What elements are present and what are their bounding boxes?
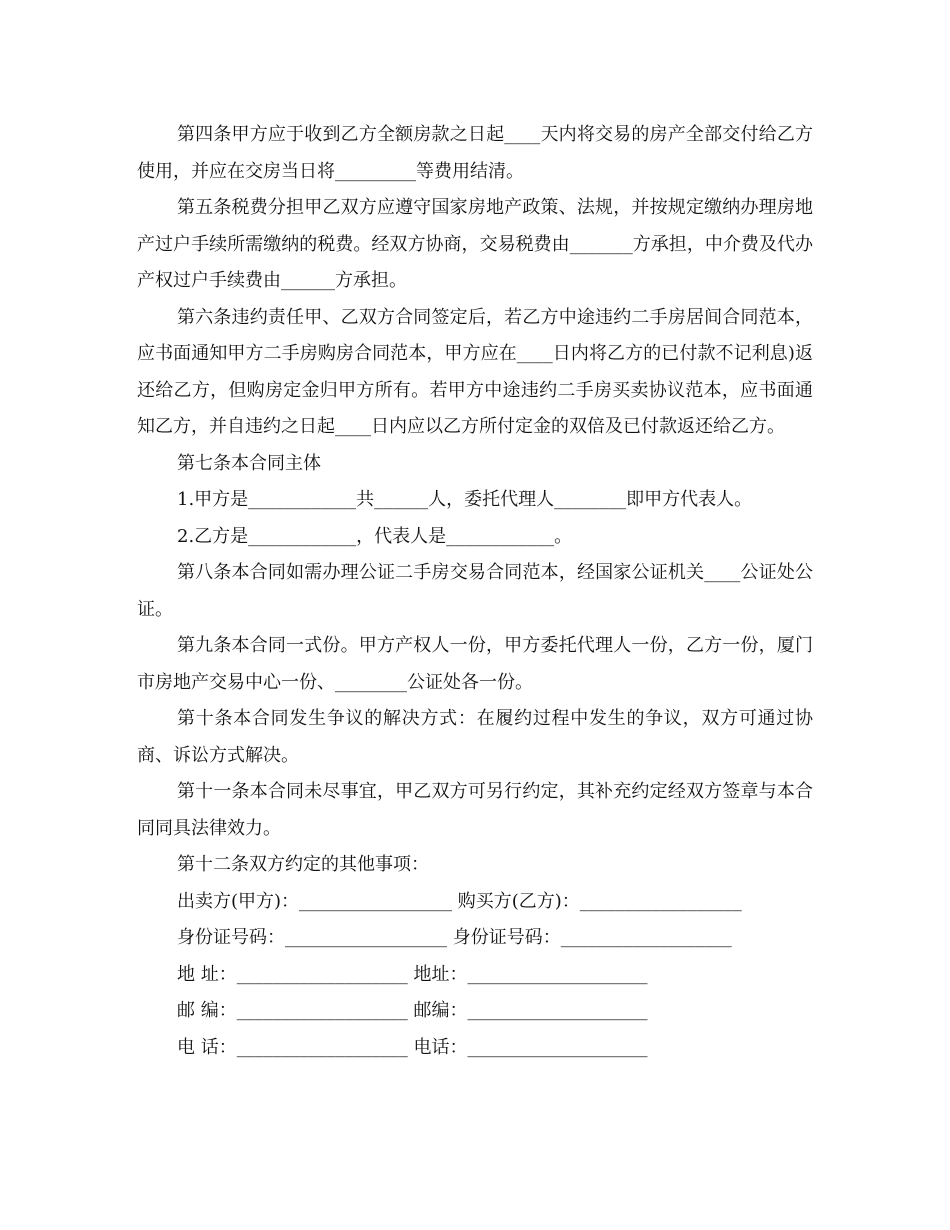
article-6-paragraph: 第六条违约责任甲、乙双方合同签定后，若乙方中途违约二手房居间合同范本，应书面通知甲方二手房购房合同范本，甲方应在____日内将乙方的已付款不记利息)返还给乙方，但购房定金归甲方所有。若甲方中途违约二手房买卖协议范本，应书面通知乙方，并自违约之日起____日内应以乙方所付定金的双倍及已付款返还给乙方。 bbox=[137, 306, 813, 437]
party-a-line: 1.甲方是____________共______人，委托代理人________即甲方代表人。 bbox=[177, 489, 753, 510]
article-4-paragraph: 第四条甲方应于收到乙方全额房款之日起____天内将交易的房产全部交付给乙方使用，并应在交房当日将_________等费用结清。 bbox=[137, 124, 813, 182]
address-line: 地 址：___________________ 地址：____________________ bbox=[177, 963, 648, 985]
article-8-paragraph: 第八条本合同如需办理公证二手房交易合同范本，经国家公证机关____公证处公证。 bbox=[137, 562, 813, 620]
article-9-paragraph: 第九条本合同一式份。甲方产权人一份，甲方委托代理人一份，乙方一份，厦门市房地产交易中心一份、________公证处各一份。 bbox=[137, 635, 813, 693]
phone-line: 电 话：___________________ 电话：____________________ bbox=[177, 1036, 648, 1058]
article-12-heading: 第十二条双方约定的其他事项： bbox=[177, 854, 429, 875]
postcode-line: 邮 编：___________________ 邮编：____________________ bbox=[177, 1000, 648, 1021]
signature-block bbox=[137, 884, 813, 1067]
article-7-heading: 第七条本合同主体 bbox=[177, 452, 321, 474]
article-5-paragraph: 第五条税费分担甲乙双方应遵守国家房地产政策、法规，并按规定缴纳办理房地产过户手续所需缴纳的税费。经双方协商，交易税费由_______方承担，中介费及代办产权过户手续费由______方承担。 bbox=[137, 197, 813, 291]
id-number-line: 身份证号码：__________________ 身份证号码：___________________ bbox=[177, 927, 732, 948]
seller-buyer-line: 出卖方(甲方)：_________________ 购买方(乙方)：__________________ bbox=[177, 890, 742, 912]
party-b-line: 2.乙方是____________，代表人是____________。 bbox=[177, 525, 573, 547]
article-11-paragraph: 第十一条本合同未尽事宜，甲乙双方可另行约定，其补充约定经双方签章与本合同同具法律效力。 bbox=[137, 781, 813, 839]
contract-body bbox=[137, 117, 813, 1066]
article-10-paragraph: 第十条本合同发生争议的解决方式：在履约过程中发生的争议，双方可通过协商、诉讼方式解决。 bbox=[137, 708, 813, 766]
